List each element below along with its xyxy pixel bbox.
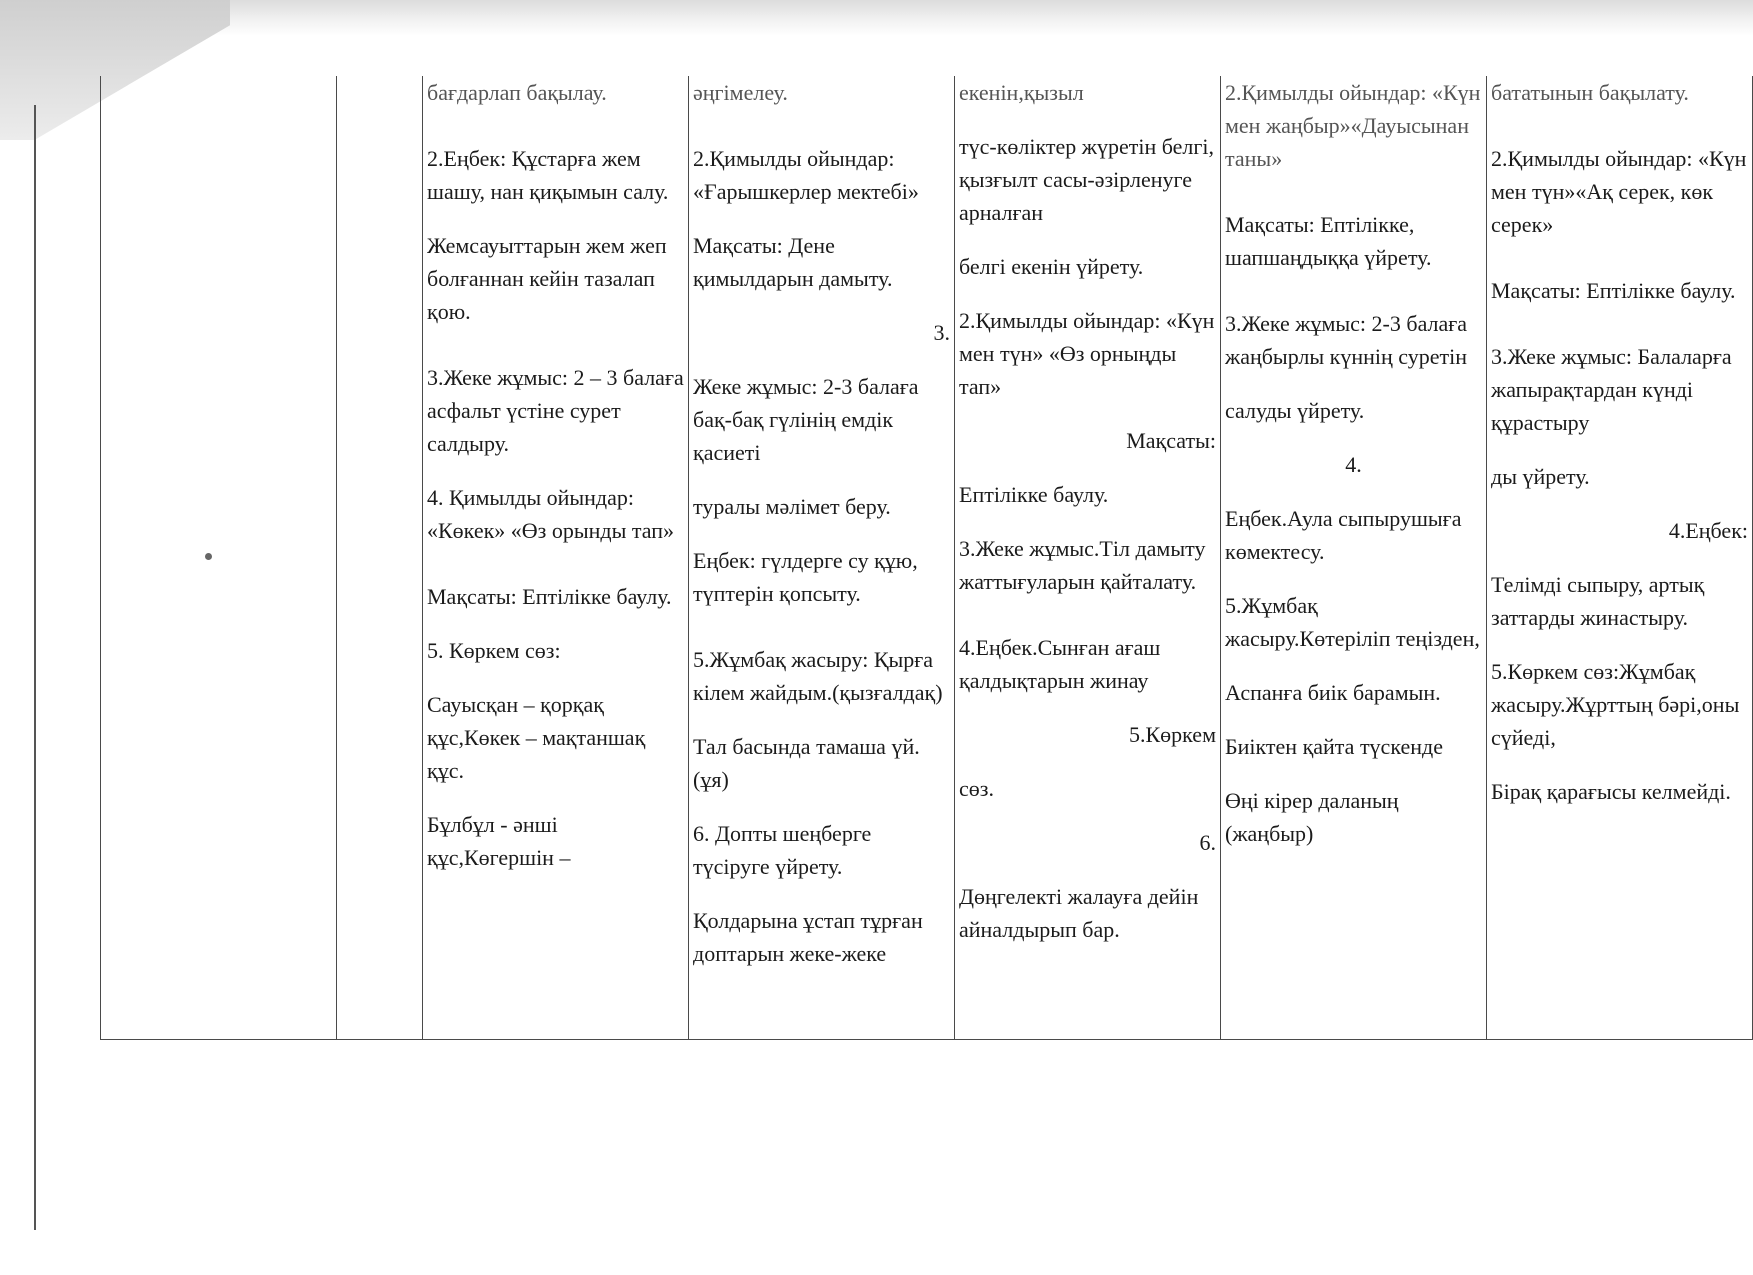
paragraph: Бірақ қарағысы келмейді. — [1491, 779, 1731, 804]
paragraph: 6. — [1199, 830, 1216, 855]
paragraph: 2.Еңбек: Құстарға жем шашу, нан қиқымын салу. — [427, 146, 669, 204]
paragraph: 4. — [1345, 452, 1362, 477]
scan-shadow-top — [0, 0, 1753, 36]
paragraph: Телімді сыпыру, артық заттарды жинастыру. — [1491, 572, 1705, 630]
column-content — [689, 76, 954, 1039]
paragraph: Мақсаты: Ептілікке баулу. — [1491, 278, 1736, 303]
paragraph: 5.Жұмбақ жасыру.Көтеріліп теңізден, — [1225, 593, 1480, 651]
paragraph: бағдарлап бақылау. — [427, 80, 607, 105]
paragraph: 3.Жеке жұмыс.Тіл дамыту жаттығуларын қайталату. — [959, 536, 1206, 594]
paragraph: 2.Қимылды ойындар: «Ғарышкерлер мектебі» — [693, 146, 919, 204]
paragraph: Мақсаты: Дене қимылдарын дамыту. — [693, 233, 893, 291]
paragraph: 5.Жұмбақ жасыру: Қырға кілем жайдым.(қызғалдақ) — [693, 647, 943, 705]
paragraph: Өңі кірер даланың (жаңбыр) — [1225, 788, 1399, 846]
paragraph: Тал басында тамаша үй.(ұя) — [693, 734, 920, 792]
tuesday-column — [689, 76, 955, 1040]
paragraph: Қолдарына ұстап тұрған доптарын жеке-жеке — [693, 908, 923, 966]
column-content — [955, 76, 1220, 1039]
empty-column-2 — [337, 76, 423, 1040]
paragraph: 4.Еңбек.Сынған ағаш қалдықтарын жинау — [959, 635, 1161, 693]
column-content — [423, 76, 688, 1039]
paragraph: 3.Жеке жұмыс: 2-3 балаға жаңбырлы күннің суретін — [1225, 311, 1468, 369]
paragraph: 4. Қимылды ойындар: «Көкек» «Өз орынды тап» — [427, 485, 675, 543]
paragraph: Ептілікке баулу. — [959, 482, 1109, 507]
paragraph: Еңбек: гүлдерге су құю, түптерін қопсыту. — [693, 548, 918, 606]
paragraph: 3.Жеке жұмыс: 2 – 3 балаға асфальт үстіне сурет салдыру. — [427, 365, 684, 456]
paragraph: Еңбек.Аула сыпырушыға көмектесу. — [1225, 506, 1462, 564]
paragraph: Сауысқан – қорқақ құс,Көкек – мақтаншақ құс. — [427, 692, 646, 783]
paragraph: Мақсаты: — [1126, 428, 1216, 453]
paragraph: 4.Еңбек: — [1668, 518, 1748, 543]
paragraph: сөз. — [959, 776, 994, 801]
paragraph: Дөңгелекті жалауға дейін айналдырып бар. — [959, 884, 1199, 942]
paragraph: 2.Қимылды ойындар: «Күн мен түн»«Ақ серек, көк серек» — [1491, 146, 1747, 237]
paragraph: 5. Көркем сөз: — [427, 638, 561, 663]
paragraph: Бұлбұл - әнші құс,Көгершін – — [427, 812, 571, 870]
thursday-column — [1221, 76, 1487, 1040]
paragraph: Мақсаты: Ептілікке баулу. — [427, 584, 672, 609]
paragraph: 5.Көркем сөз:Жұмбақ жасыру.Жұрттың бәрі,оны сүйеді, — [1491, 659, 1740, 750]
paragraph: салуды үйрету. — [1225, 398, 1365, 423]
paragraph: түс-көліктер жүретін белгі, қызғылт сасы-әзірленуге арналған — [959, 134, 1215, 225]
paragraph: 5.Көркем — [1128, 722, 1216, 747]
paragraph: ды үйрету. — [1491, 464, 1590, 489]
paragraph: Мақсаты: Ептілікке, шапшаңдыққа үйрету. — [1225, 212, 1432, 270]
paragraph: әңгімелеу. — [693, 80, 788, 105]
paragraph: Жемсауыттарын жем жеп болғаннан кейін тазалап қою. — [427, 233, 667, 324]
paragraph: 6. Допты шеңберге түсіруге үйрету. — [693, 821, 872, 879]
paragraph: 2.Қимылды ойындар: «Күн мен түн» «Өз орныңды тап» — [959, 308, 1215, 399]
paragraph: екенін,қызыл — [959, 80, 1084, 105]
friday-column — [1487, 76, 1753, 1040]
column-content — [1487, 76, 1752, 1039]
paragraph: Биіктен қайта түскенде — [1225, 734, 1443, 759]
empty-column-1 — [101, 76, 337, 1040]
paragraph: бататынын бақылату. — [1491, 80, 1689, 105]
paragraph: Аспанға биік барамын. — [1225, 680, 1441, 705]
paragraph: 2.Қимылды ойындар: «Күн мен жаңбыр»«Дауысынан таны» — [1225, 80, 1481, 171]
paragraph: Жеке жұмыс: 2-3 балаға бақ-бақ гүлінің емдік қасиеті — [693, 374, 919, 465]
paragraph: белгі екенін үйрету. — [959, 254, 1144, 279]
scan-left-edge — [34, 105, 36, 1230]
monday-column — [423, 76, 689, 1040]
plan-table — [100, 76, 1753, 1040]
table-row — [101, 76, 1753, 1040]
paragraph: туралы мәлімет беру. — [693, 494, 891, 519]
column-content — [1221, 76, 1486, 1039]
paragraph: 3.Жеке жұмыс: Балаларға жапырақтардан күнді құрастыру — [1491, 344, 1732, 435]
paragraph: 3. — [933, 320, 950, 345]
wednesday-column — [955, 76, 1221, 1040]
